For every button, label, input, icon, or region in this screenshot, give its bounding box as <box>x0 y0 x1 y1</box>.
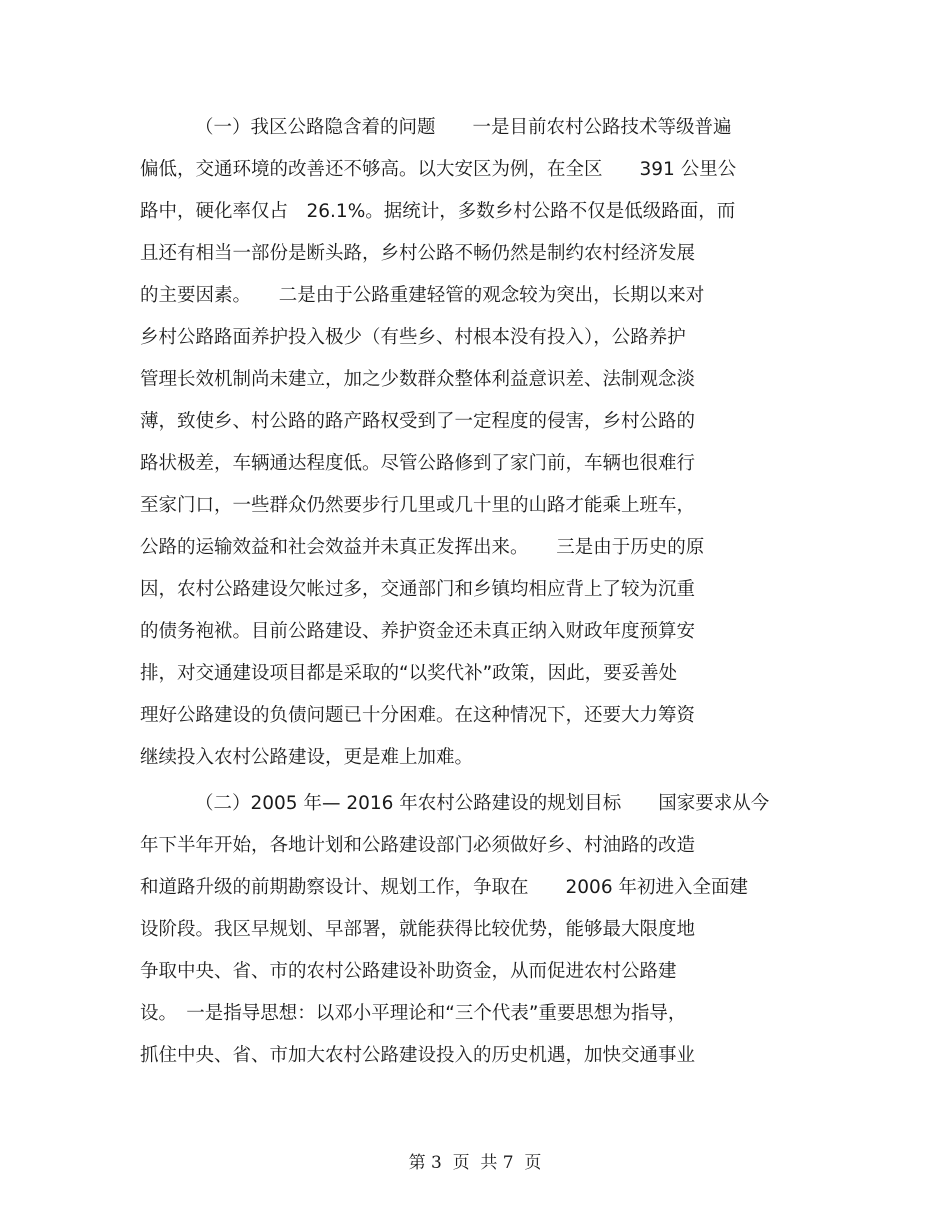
paragraph-line: 理好公路建设的负债问题已十分困难。在这种情况下，还要大力筹资 <box>140 705 696 726</box>
paragraph-line: 管理长效机制尚未建立，加之少数群众整体利益意识差、法制观念淡 <box>140 369 696 390</box>
paragraph-line: 和道路升级的前期勘察设计、规划工作，争取在 2006 年初进入全面建 <box>140 877 748 898</box>
paragraph-line: 争取中央、省、市的农村公路建设补助资金，从而促进农村公路建 <box>140 961 677 982</box>
paragraph-line: 公路的运输效益和社会效益并未真正发挥出来。 三是由于历史的原 <box>140 537 705 558</box>
paragraph-line: 抓住中央、省、市加大农村公路建设投入的历史机遇，加快交通事业 <box>140 1045 696 1066</box>
paragraph-line: 的主要因素。 二是由于公路重建轻管的观念较为突出，长期以来对 <box>140 285 705 306</box>
paragraph-line: 乡村公路路面养护投入极少（有些乡、村根本没有投入），公路养护 <box>140 327 686 348</box>
page-number-footer: 第 3 页 共 7 页 <box>408 1153 542 1173</box>
paragraph-line: 因，农村公路建设欠帐过多，交通部门和乡镇均相应背上了较为沉重 <box>140 579 696 600</box>
paragraph-line: 路中，硬化率仅占 26.1%。据统计，多数乡村公路不仅是低级路面，而 <box>140 201 736 222</box>
paragraph-line: 路状极差，车辆通达程度低。尽管公路修到了家门前，车辆也很难行 <box>140 453 696 474</box>
paragraph-line: 偏低，交通环境的改善还不够高。以大安区为例，在全区 391 公里公 <box>140 159 737 180</box>
paragraph-line: 的债务袍袱。目前公路建设、养护资金还未真正纳入财政年度预算安 <box>140 621 696 642</box>
paragraph-line: 设阶段。我区早规划、早部署，就能获得比较优势，能够最大限度地 <box>140 919 696 940</box>
paragraph-line: 继续投入农村公路建设，更是难上加难。 <box>140 747 474 768</box>
paragraph-line: （二）2005 年— 2016 年农村公路建设的规划目标 国家要求从今 <box>195 793 770 814</box>
paragraph-line: （一）我区公路隐含着的问题 一是目前农村公路技术等级普遍 <box>195 117 732 138</box>
paragraph-line: 年下半年开始，各地计划和公路建设部门必须做好乡、村油路的改造 <box>140 835 696 856</box>
paragraph-line: 设。 一是指导思想：以邓小平理论和“三个代表”重要思想为指导， <box>140 1003 687 1024</box>
paragraph-line: 且还有相当一部份是断头路，乡村公路不畅仍然是制约农村经济发展 <box>140 243 696 264</box>
paragraph-line: 至家门口，一些群众仍然要步行几里或几十里的山路才能乘上班车， <box>140 495 696 516</box>
paragraph-line: 排，对交通建设项目都是采取的“以奖代补”政策，因此，要妥善处 <box>140 663 678 684</box>
paragraph-line: 薄，致使乡、村公路的路产路权受到了一定程度的侵害，乡村公路的 <box>140 411 696 432</box>
